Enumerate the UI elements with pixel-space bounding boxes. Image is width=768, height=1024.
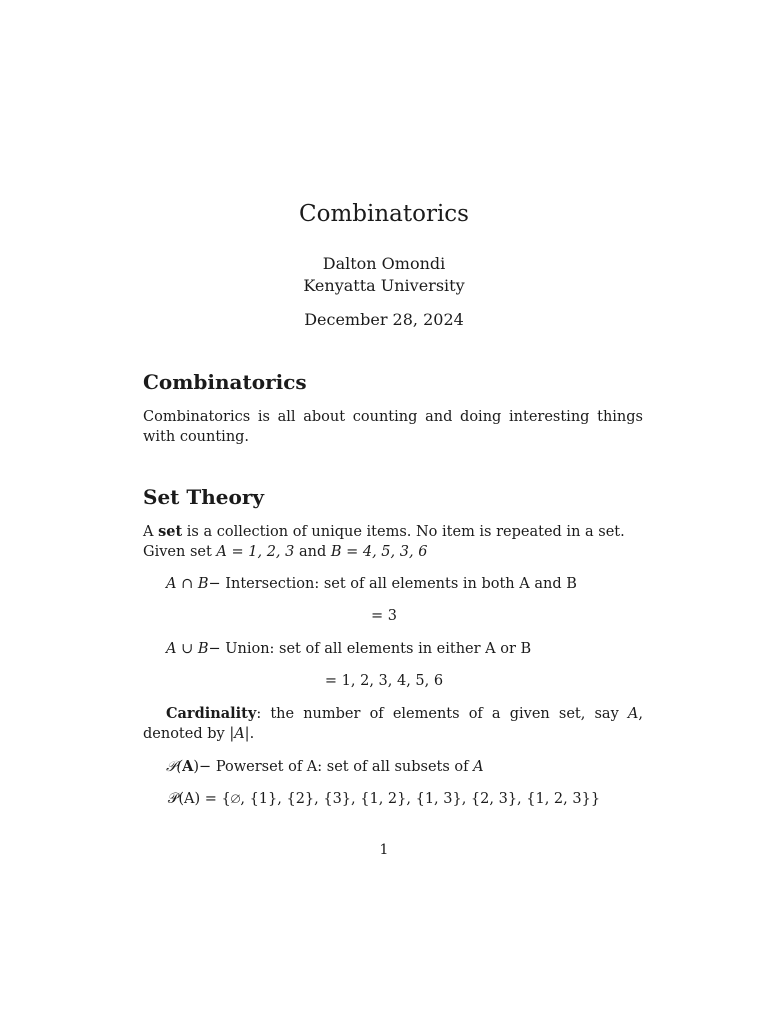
page-number: 1 [379, 842, 389, 858]
cardinality-var: A [627, 706, 639, 722]
cardinality-text-2: , denoted by [143, 706, 643, 742]
cardinality-paragraph [143, 704, 643, 744]
intersection-line [166, 574, 577, 594]
powerset-close: )− [193, 759, 212, 775]
union-text: Union: set of all elements in either A or B [225, 641, 532, 657]
author-name: Dalton Omondi [322, 254, 446, 273]
section-paragraph-combinatorics: Combinatorics is all about counting and doing interesting things with counting. [143, 409, 643, 445]
powerset-bold: A [182, 758, 194, 775]
set-definition-term: set [158, 523, 183, 540]
set-definition-prefix: A [143, 524, 154, 540]
union-result: = 1, 2, 3, 4, 5, 6 [324, 673, 444, 689]
powerset-text: Powerset of A: set of all subsets of [215, 759, 469, 775]
cardinality-term: Cardinality [166, 705, 257, 722]
given-text: Given set [143, 544, 212, 560]
union-line [166, 639, 531, 659]
given-and: and [298, 544, 327, 560]
section-heading-set-theory: Set Theory [143, 485, 265, 509]
powerset-equation: 𝒫(A) = {∅, {1}, {2}, {3}, {1, 2}, {1, 3}, {2, 3}, {1, 2, 3}} [167, 791, 601, 807]
set-definition-rest: is a collection of unique items. No item is repeated in a set. [186, 524, 625, 540]
intersection-text: Intersection: set of all elements in both A and B [225, 576, 577, 592]
section-heading-combinatorics: Combinatorics [143, 370, 307, 394]
given-math-b: B = 4, 5, 3, 6 [330, 544, 428, 560]
powerset-line [166, 757, 484, 777]
powerset-var: A [473, 759, 484, 775]
cardinality-notation: |A| [229, 726, 250, 742]
set-definition-paragraph [143, 522, 643, 562]
document-title: Combinatorics [299, 201, 469, 227]
document-date: December 28, 2024 [304, 310, 464, 329]
cardinality-end: . [249, 726, 255, 742]
author-affiliation: Kenyatta University [303, 276, 465, 295]
cardinality-text-1: : the number of elements of a given set, say [256, 706, 619, 722]
given-math-a: A = 1, 2, 3 [216, 544, 295, 560]
union-symbol: A ∪ B− [166, 641, 221, 657]
intersection-symbol: A ∩ B− [166, 576, 221, 592]
powerset-symbol: 𝒫( [166, 759, 183, 775]
intersection-result: = 3 [371, 608, 397, 624]
